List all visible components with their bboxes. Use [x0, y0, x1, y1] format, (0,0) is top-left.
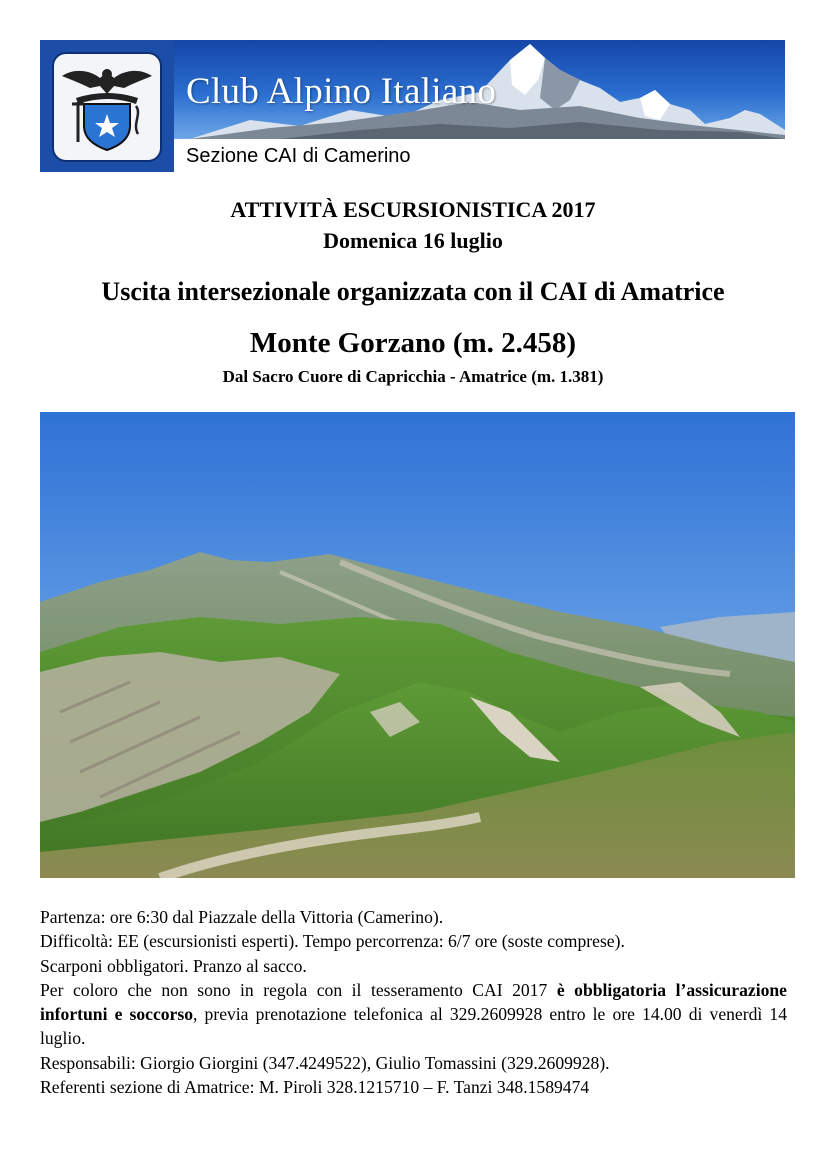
departure-info: Partenza: ore 6:30 dal Piazzale della Vittoria (Camerino). [40, 907, 444, 927]
leaders-info: Responsabili: Giorgio Giorgini (347.4249522), Giulio Tomassini (329.2609928). [40, 1052, 610, 1073]
activity-heading: ATTIVITÀ ESCURSIONISTICA 2017 [230, 197, 596, 222]
event-date: Domenica 16 luglio [323, 228, 503, 253]
insurance-text-end: , previa prenotazione telefonica al 329.2609928 entro le ore 14.00 di venerdì 14 luglio. [40, 1004, 787, 1049]
difficulty-info: Difficoltà: EE (escursionisti esperti). Tempo percorrenza: 6/7 ore (soste comprese). [40, 931, 625, 952]
mountain-landscape-illustration [40, 412, 795, 878]
club-name: Club Alpino Italiano [186, 71, 497, 112]
eagle-shield-icon [54, 54, 160, 160]
cai-logo [40, 40, 174, 172]
gear-info: Scarponi obbligatori. Pranzo al sacco. [40, 955, 307, 976]
peak-title: Monte Gorzano (m. 2.458) [249, 327, 577, 359]
mountain-photo [40, 412, 795, 878]
contacts-info: Referenti sezione di Amatrice: M. Piroli 328.1215710 – F. Tanzi 348.1589474 [40, 1077, 590, 1098]
section-name: Sezione CAI di Camerino [186, 145, 411, 167]
insurance-text-bold: è obbligatoria l’assicurazione infortuni e soccorso [40, 979, 787, 1025]
outing-title: Uscita intersezionale organizzata con il CAI di Amatrice [101, 277, 725, 306]
insurance-info [40, 978, 787, 1051]
event-info [40, 905, 787, 1099]
start-point: Dal Sacro Cuore di Capricchia - Amatrice (m. 1.381) [222, 367, 604, 386]
insurance-text-start: Per coloro che non sono in regola con il tesseramento CAI 2017 [40, 979, 557, 1000]
